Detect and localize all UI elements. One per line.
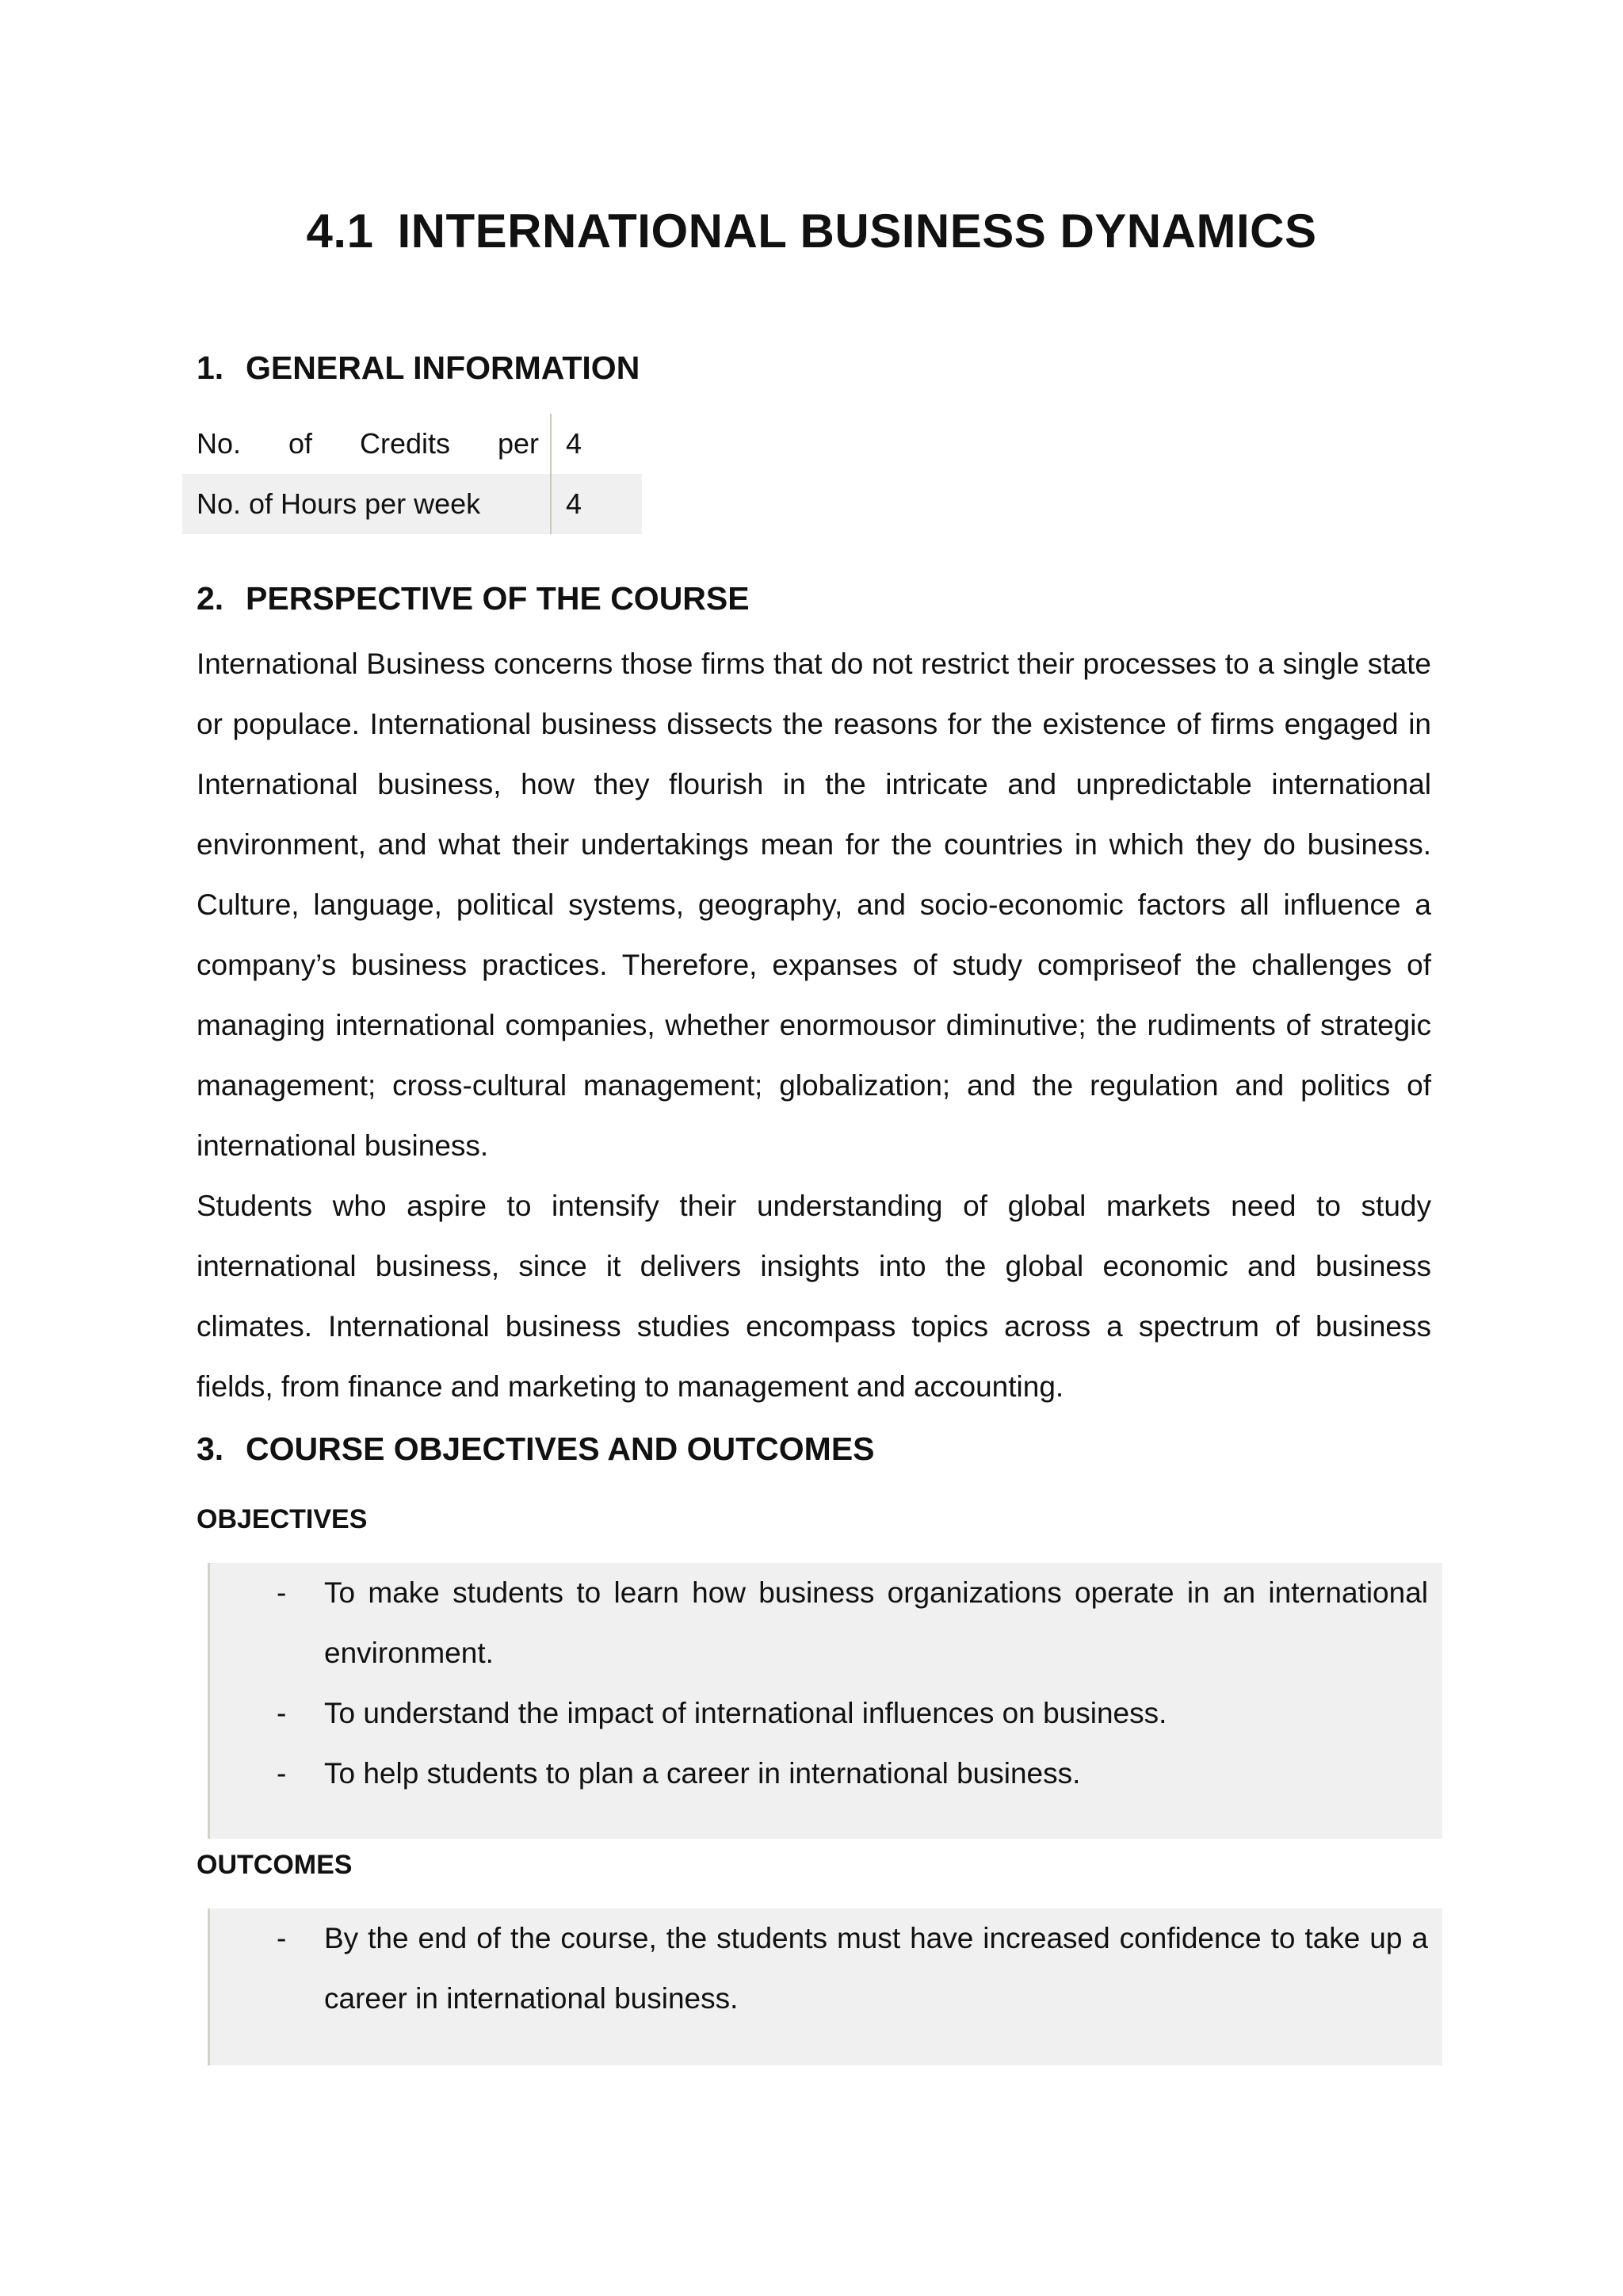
bullet-dash: - (277, 1922, 287, 1954)
page-title (0, 200, 1623, 263)
list-item (210, 1908, 1442, 2029)
section-heading-general-information (197, 346, 640, 390)
credits-value: 4 (551, 414, 642, 474)
outcome-text: By the end of the course, the students must have increased confidence to take up a career in international business. (324, 1922, 1428, 2015)
label-word: of (288, 427, 313, 460)
title-text: INTERNATIONAL BUSINESS DYNAMICS (397, 204, 1317, 258)
objective-text: To make students to learn how business organizations operate in an international environment. (324, 1576, 1428, 1669)
objectives-box (208, 1563, 1442, 1839)
section-title: PERSPECTIVE OF THE COURSE (246, 580, 750, 617)
objective-text: To help students to plan a career in international business. (324, 1757, 1081, 1790)
outcomes-box (208, 1908, 1442, 2065)
bullet-dash: - (277, 1757, 287, 1790)
title-number: 4.1 (306, 204, 374, 258)
section-heading-objectives-outcomes (197, 1427, 875, 1471)
general-info-table (182, 414, 642, 534)
credits-label (182, 414, 551, 474)
section-heading-perspective (197, 576, 750, 621)
table-row (182, 414, 642, 474)
perspective-paragraph-2: Students who aspire to intensify their understanding of global markets need to study international business, since it delivers insights into the global economic and business climates. International business studies encompass topics across a spectrum of business fields, from finance and marketing to management and accounting. (197, 1190, 1431, 1403)
table-row (182, 474, 642, 534)
objectives-list (210, 1563, 1442, 1804)
label-word: No. (197, 427, 242, 460)
label-word: per (497, 427, 539, 460)
section-title: COURSE OBJECTIVES AND OUTCOMES (246, 1431, 875, 1467)
bullet-dash: - (277, 1576, 287, 1609)
hours-value: 4 (551, 474, 642, 534)
section-number: 1. (197, 350, 224, 386)
section-number: 3. (197, 1431, 224, 1467)
bullet-dash: - (277, 1697, 287, 1729)
list-item (210, 1563, 1442, 1683)
outcomes-heading: OUTCOMES (197, 1850, 353, 1880)
perspective-paragraph-1: International Business concerns those firms that do not restrict their processes to a single state or populace. International business dissects the reasons for the existence of firms engaged in International business, how they flourish in the intricate and unpredictable international environment, and what their undertakings mean for the countries in which they do business. Culture, language, political systems, geography, and socio-economic factors all influence a company’s business practices. Therefore, expanses of study compriseof the challenges of managing international companies, whether enormousor diminutive; the rudiments of strategic management; cross-cultural management; globalization; and the regulation and politics of international business. (197, 648, 1431, 1162)
outcomes-list (210, 1908, 1442, 2029)
list-item (210, 1744, 1442, 1804)
section-title: GENERAL INFORMATION (246, 350, 640, 386)
objectives-heading: OBJECTIVES (197, 1504, 368, 1534)
label-word: Credits (359, 427, 450, 460)
list-item (210, 1683, 1442, 1744)
section-number: 2. (197, 580, 224, 617)
hours-label: No. of Hours per week (182, 474, 551, 534)
objective-text: To understand the impact of international influences on business. (324, 1697, 1167, 1729)
